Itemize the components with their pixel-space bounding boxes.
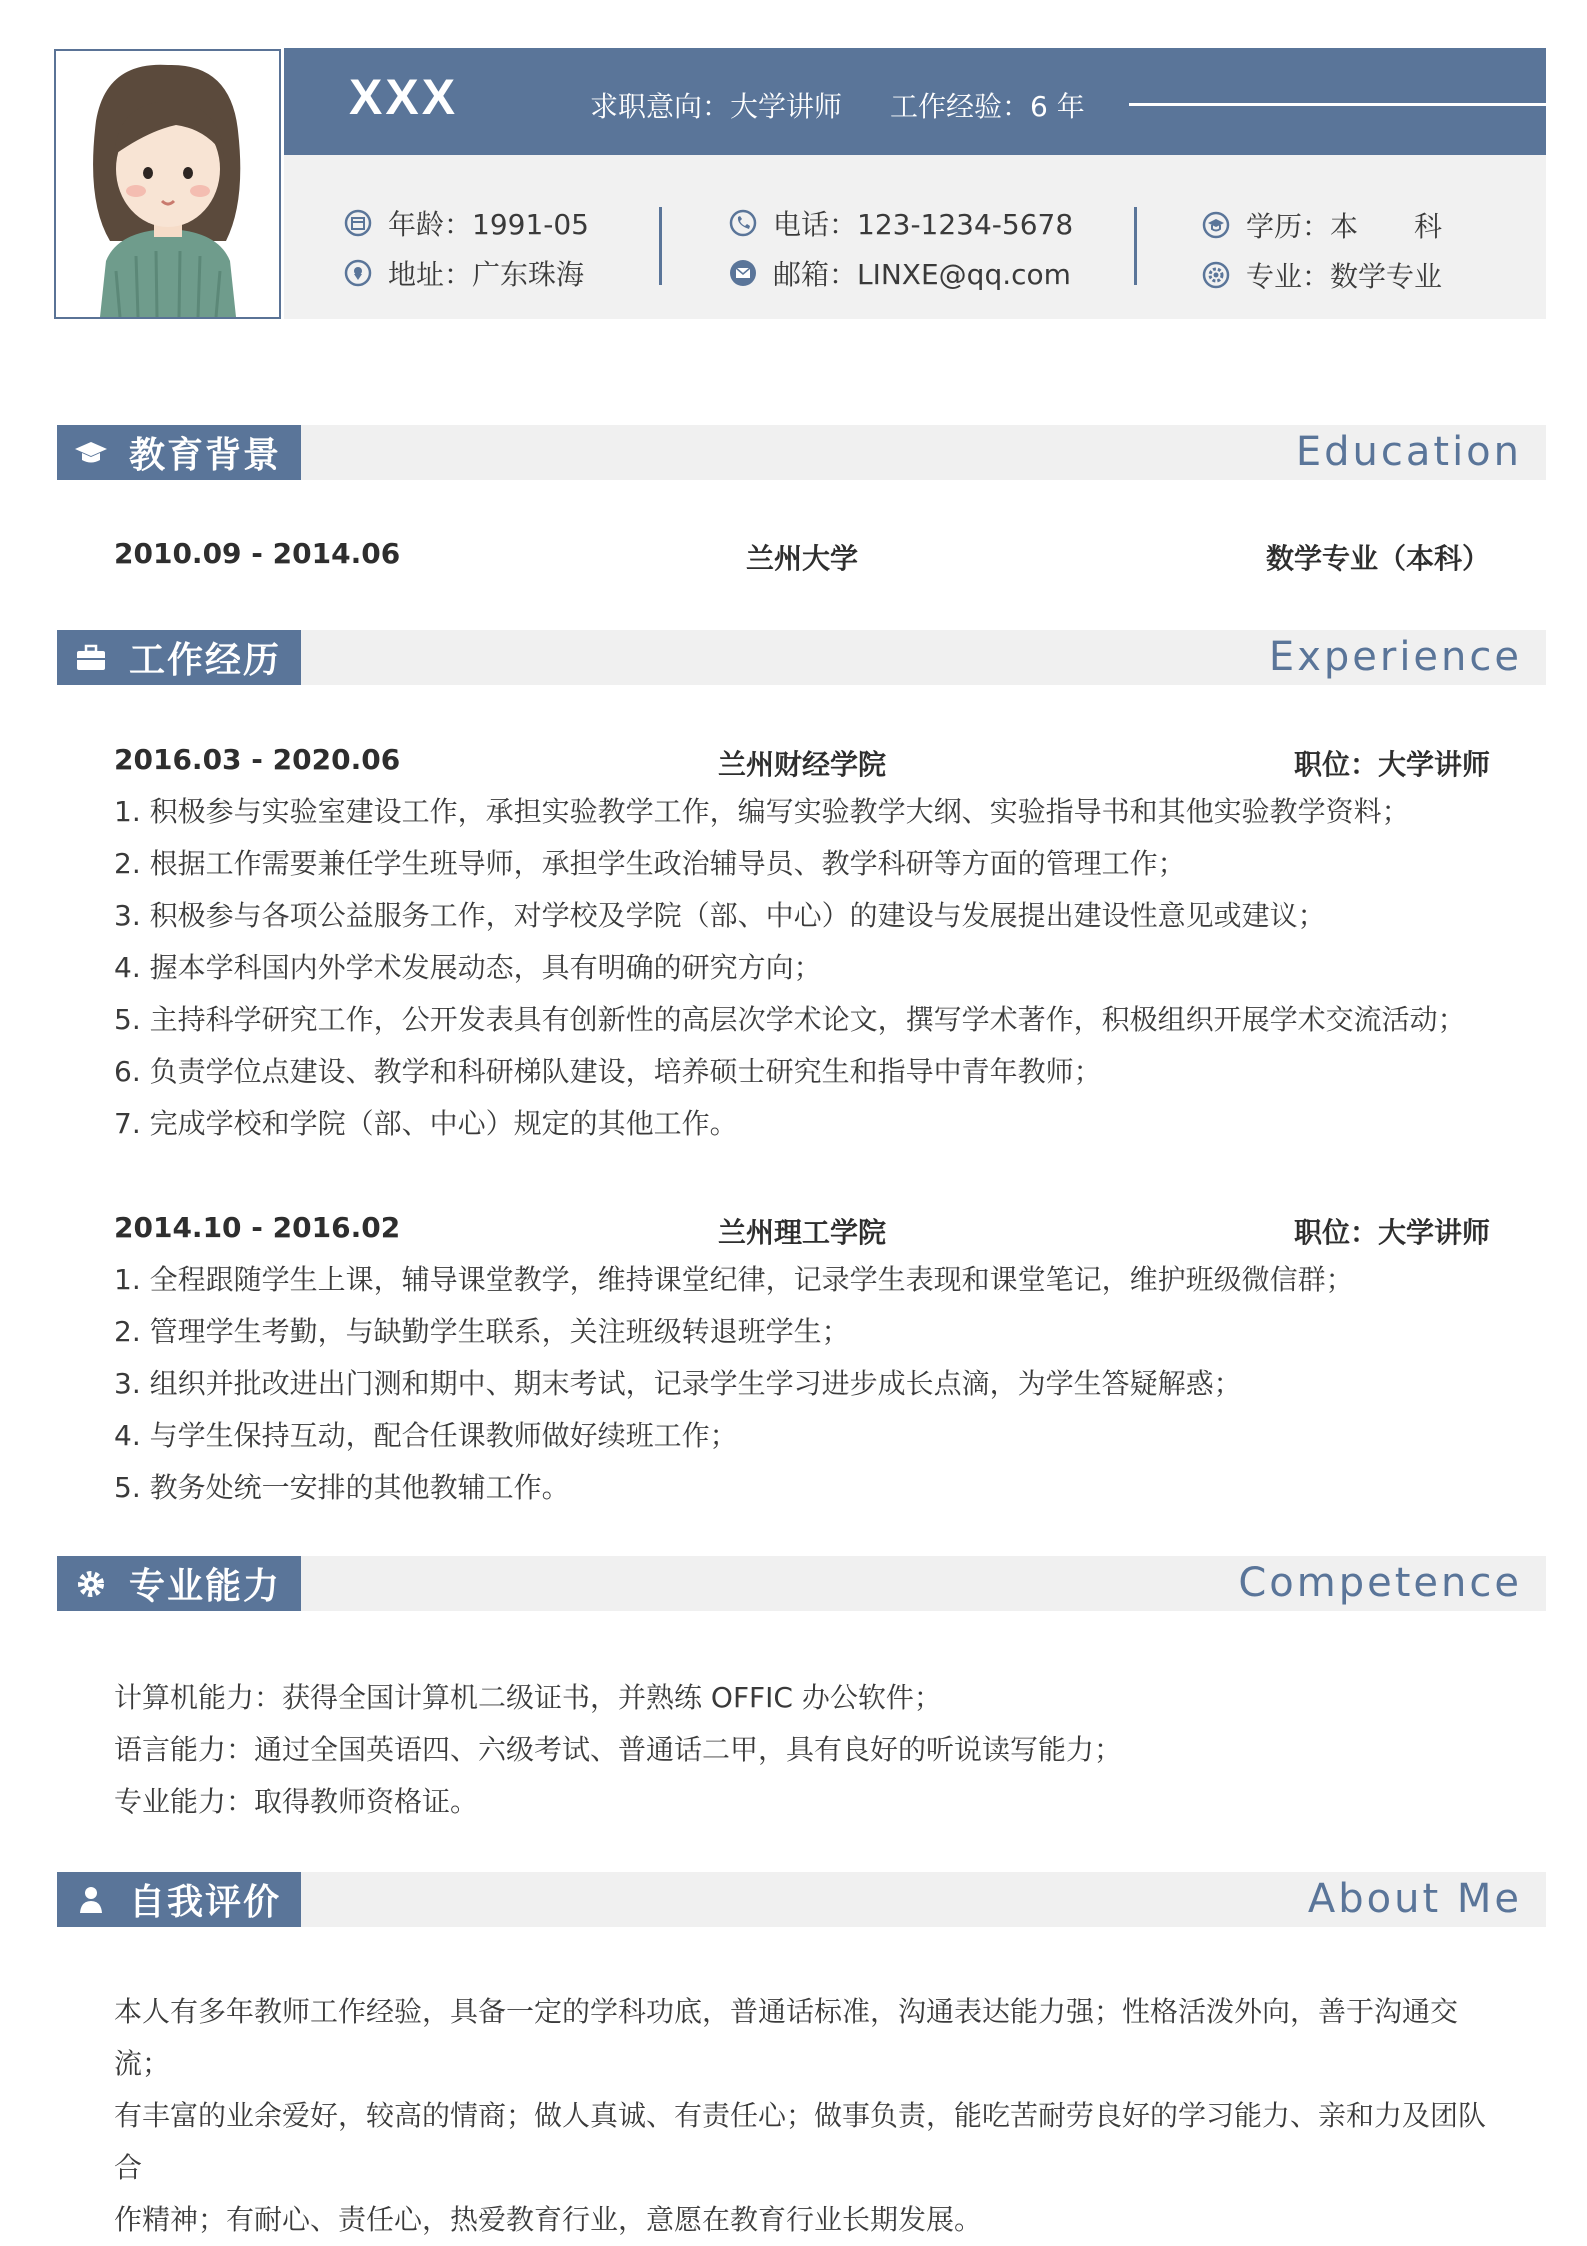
paragraph-line: 有丰富的业余爱好，较高的情商；做人真诚、有责任心；做事负责，能吃苦耐劳良好的学习能力、亲和力及团队合 (114, 2099, 1487, 2184)
major-text: 专业：数学专业 (1246, 260, 1443, 293)
about-title-en: About Me (1307, 1876, 1522, 1922)
list-item: 4. 与学生保持互动，配合任课教师做好续班工作； (114, 1419, 738, 1452)
candidate-name: XXX (349, 69, 459, 125)
job-org: 兰州财经学院 (717, 748, 886, 781)
gear-icon (73, 1566, 109, 1602)
education-title-en: Education (1295, 429, 1522, 475)
experience-title-en: Experience (1268, 634, 1522, 680)
job-row-2 (114, 1211, 1490, 1251)
about-title: 自我评价 (129, 1882, 282, 1923)
phone-item (729, 203, 1073, 243)
age-item (344, 203, 589, 243)
job-date: 2016.03 - 2020.06 (114, 743, 401, 776)
education-tab (57, 425, 301, 480)
avatar-illustration (56, 51, 279, 317)
graduation-cap-icon (73, 435, 109, 471)
experience-title: 工作经历 (129, 640, 282, 681)
job-duties-list-2 (114, 1254, 1354, 1514)
calendar-icon (344, 209, 372, 237)
address-item (344, 253, 584, 293)
education-section-header (57, 425, 1546, 480)
competence-title: 专业能力 (129, 1566, 282, 1607)
user-icon (73, 1882, 109, 1918)
list-item: 语言能力：通过全国英语四、六级考试、普通话二甲，具有良好的听说读写能力； (114, 1733, 1123, 1766)
about-tab (57, 1872, 301, 1927)
paragraph-line: 作精神；有耐心、责任心，热爱教育行业，意愿在教育行业长期发展。 (114, 2203, 983, 2236)
list-item: 3. 组织并批改进出门测和期中、期末考试，记录学生学习进步成长点滴，为学生答疑解惑； (114, 1367, 1242, 1400)
education-major: 数学专业（本科） (1265, 542, 1490, 575)
list-item: 4. 握本学科国内外学术发展动态，具有明确的研究方向； (114, 951, 822, 984)
header-bar (284, 48, 1546, 155)
job-position: 职位：大学讲师 (1293, 1216, 1490, 1249)
degree-text: 学历：本 科 (1246, 210, 1443, 243)
job-objective: 求职意向：大学讲师 (590, 90, 843, 123)
list-item: 7. 完成学校和学院（部、中心）规定的其他工作。 (114, 1107, 738, 1140)
work-experience-years: 工作经验：6 年 (890, 90, 1085, 123)
address-text: 地址：广东珠海 (388, 258, 585, 291)
profile-photo (54, 49, 281, 319)
email-item (729, 253, 1071, 293)
education-date: 2010.09 - 2014.06 (114, 537, 401, 570)
experience-section-header (57, 630, 1546, 685)
job-date: 2014.10 - 2016.02 (114, 1211, 401, 1244)
list-item: 2. 管理学生考勤，与缺勤学生联系，关注班级转退班学生； (114, 1315, 850, 1348)
header-divider-line (1129, 103, 1546, 106)
job-org: 兰州理工学院 (717, 1216, 886, 1249)
list-item: 1. 积极参与实验室建设工作，承担实验教学工作，编写实验教学大纲、实验指导书和其他实验教学资料； (114, 795, 1410, 828)
phone-icon (729, 209, 757, 237)
job-duties-list-1 (114, 786, 1466, 1150)
briefcase-icon (73, 640, 109, 676)
self-evaluation-text (114, 1986, 1504, 2246)
location-pin-icon (344, 259, 372, 287)
list-item: 3. 积极参与各项公益服务工作，对学校及学院（部、中心）的建设与发展提出建设性意见或建议； (114, 899, 1326, 932)
list-item: 专业能力：取得教师资格证。 (114, 1785, 479, 1818)
list-item: 6. 负责学位点建设、教学和科研梯队建设，培养硕士研究生和指导中青年教师； (114, 1055, 1102, 1088)
job-position: 职位：大学讲师 (1293, 748, 1490, 781)
degree-item (1202, 205, 1442, 245)
list-item: 计算机能力：获得全国计算机二级证书，并熟练 OFFIC 办公软件； (114, 1681, 942, 1714)
major-item (1202, 255, 1442, 295)
graduation-cap-icon (1202, 211, 1230, 239)
list-item: 2. 根据工作需要兼任学生班导师，承担学生政治辅导员、教学科研等方面的管理工作； (114, 847, 1186, 880)
education-title: 教育背景 (129, 435, 282, 476)
list-item: 1. 全程跟随学生上课，辅导课堂教学，维持课堂纪律，记录学生表现和课堂笔记，维护班级微信群； (114, 1263, 1354, 1296)
competence-section-header (57, 1556, 1546, 1611)
email-text: 邮箱：LINXE@qq.com (773, 258, 1071, 291)
education-school: 兰州大学 (745, 542, 858, 575)
competence-tab (57, 1556, 301, 1611)
info-separator-1 (659, 207, 662, 285)
personal-info-panel (284, 155, 1546, 319)
email-icon (729, 259, 757, 287)
gear-icon (1202, 261, 1230, 289)
competence-title-en: Competence (1238, 1560, 1522, 1606)
info-separator-2 (1134, 207, 1137, 285)
list-item: 5. 主持科学研究工作，公开发表具有创新性的高层次学术论文，撰写学术著作，积极组织开展学术交流活动； (114, 1003, 1466, 1036)
list-item: 5. 教务处统一安排的其他教辅工作。 (114, 1471, 570, 1504)
paragraph-line: 本人有多年教师工作经验，具备一定的学科功底，普通话标准，沟通表达能力强；性格活泼外向，善于沟通交流； (114, 1995, 1459, 2080)
experience-tab (57, 630, 301, 685)
competence-list (114, 1672, 1122, 1828)
age-text: 年龄：1991-05 (388, 208, 589, 241)
phone-text: 电话：123-1234-5678 (773, 208, 1074, 241)
about-section-header (57, 1872, 1546, 1927)
education-row (114, 537, 1490, 577)
job-row-1 (114, 743, 1490, 783)
